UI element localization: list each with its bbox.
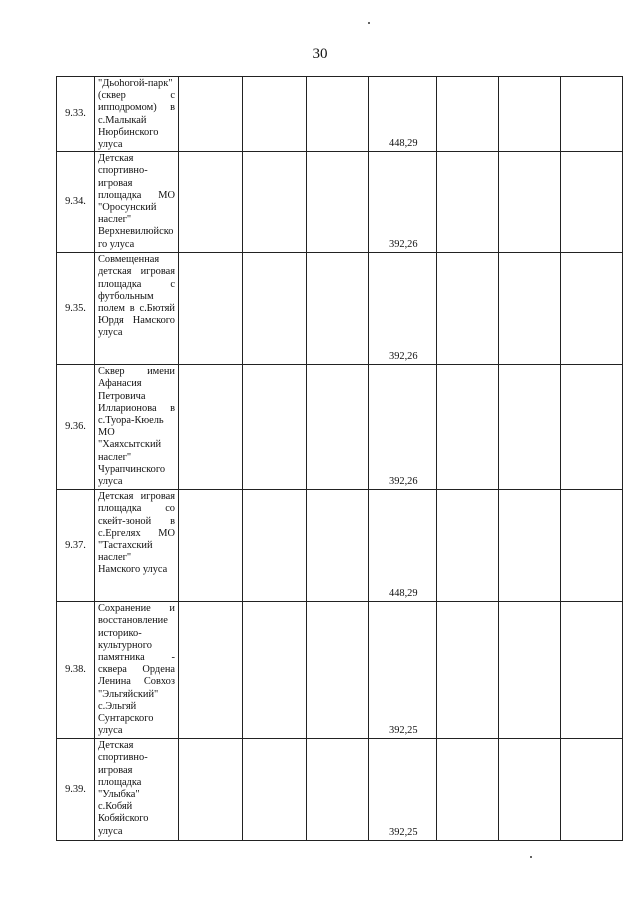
empty-cell: [499, 602, 561, 739]
row-number: 9.34.: [57, 152, 95, 253]
table-row: [57, 77, 623, 152]
empty-cell: [243, 739, 307, 841]
amount-value: 392,26: [369, 253, 437, 365]
empty-cell: [179, 253, 243, 365]
object-name: Сквер имени Афанасия Петровича Илларионова в с.Туора-Кюель МО "Хаяхсытский наслег" Чурапчинского улуса: [95, 365, 179, 490]
amount-value: 448,29: [369, 77, 437, 152]
empty-cell: [437, 365, 499, 490]
table-row: [57, 152, 623, 253]
table-row: [57, 739, 623, 841]
empty-cell: [437, 253, 499, 365]
empty-cell: [243, 77, 307, 152]
object-name: Сохранение и восстановление историко-культурного памятника - сквера Ордена Ленина Совхоз "Эльгяйский" с.Эльгяй Сунтарского улуса: [95, 602, 179, 739]
table-row: [57, 490, 623, 602]
empty-cell: [243, 152, 307, 253]
scan-speck-top: [368, 22, 370, 24]
empty-cell: [499, 739, 561, 841]
object-name: Детская спортивно-игровая площадка "Улыбка" с.Кобяй Кобяйского улуса: [95, 739, 179, 841]
object-name: "Дьоhогой-парк" (сквер с ипподромом) в с.Малыкай Нюрбинского улуса: [95, 77, 179, 152]
empty-cell: [179, 152, 243, 253]
empty-cell: [561, 602, 623, 739]
empty-cell: [499, 490, 561, 602]
empty-cell: [307, 739, 369, 841]
amount-value: 392,25: [369, 739, 437, 841]
empty-cell: [307, 77, 369, 152]
empty-cell: [499, 365, 561, 490]
empty-cell: [499, 152, 561, 253]
empty-cell: [307, 365, 369, 490]
empty-cell: [179, 739, 243, 841]
empty-cell: [437, 602, 499, 739]
row-number: 9.36.: [57, 365, 95, 490]
amount-value: 392,25: [369, 602, 437, 739]
row-number: 9.33.: [57, 77, 95, 152]
empty-cell: [307, 602, 369, 739]
empty-cell: [243, 365, 307, 490]
object-name: Детская игровая площадка со скейт-зоной в с.Ергелях МО "Тастахский наслег" Намского улуса: [95, 490, 179, 602]
empty-cell: [561, 490, 623, 602]
empty-cell: [179, 602, 243, 739]
empty-cell: [561, 739, 623, 841]
empty-cell: [307, 490, 369, 602]
empty-cell: [307, 152, 369, 253]
amount-value: 392,26: [369, 365, 437, 490]
empty-cell: [499, 77, 561, 152]
empty-cell: [179, 365, 243, 490]
empty-cell: [561, 77, 623, 152]
empty-cell: [561, 253, 623, 365]
empty-cell: [561, 365, 623, 490]
object-name: Детская спортивно-игровая площадка МО "Оросунский наслег" Верхневилюйского улуса: [95, 152, 179, 253]
empty-cell: [179, 77, 243, 152]
empty-cell: [499, 253, 561, 365]
row-number: 9.39.: [57, 739, 95, 841]
empty-cell: [179, 490, 243, 602]
empty-cell: [437, 739, 499, 841]
empty-cell: [307, 253, 369, 365]
empty-cell: [243, 602, 307, 739]
row-number: 9.37.: [57, 490, 95, 602]
scan-speck-bottom: [530, 856, 532, 858]
empty-cell: [561, 152, 623, 253]
page-number: 30: [312, 46, 328, 62]
object-name: Совмещенная детская игровая площадка с футбольным полем в с.Бютяй Юрдя Намского улуса: [95, 253, 179, 365]
empty-cell: [437, 77, 499, 152]
amount-value: 392,26: [369, 152, 437, 253]
data-table: [56, 76, 623, 841]
table-row: [57, 365, 623, 490]
empty-cell: [437, 490, 499, 602]
empty-cell: [243, 253, 307, 365]
row-number: 9.38.: [57, 602, 95, 739]
row-number: 9.35.: [57, 253, 95, 365]
table-row: [57, 602, 623, 739]
amount-value: 448,29: [369, 490, 437, 602]
empty-cell: [243, 490, 307, 602]
table-row: [57, 253, 623, 365]
empty-cell: [437, 152, 499, 253]
